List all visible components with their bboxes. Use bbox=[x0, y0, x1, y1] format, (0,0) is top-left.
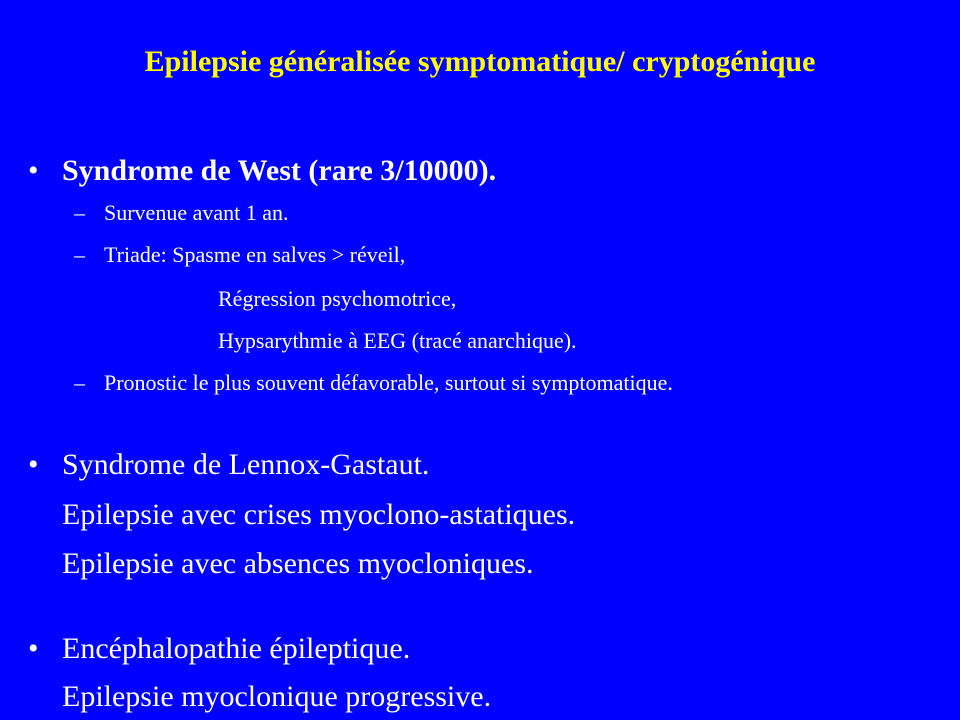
west-heading: Syndrome de West (rare 3/10000). bbox=[62, 154, 497, 187]
lennox-line-1: Syndrome de Lennox-Gastaut. bbox=[62, 448, 430, 481]
west-onset: Survenue avant 1 an. bbox=[104, 200, 289, 225]
dash-icon: – bbox=[74, 370, 85, 395]
bullet-icon: • bbox=[28, 632, 39, 665]
dash-icon: – bbox=[74, 242, 85, 267]
slide-title: Epilepsie généralisée symptomatique/ cryptogénique bbox=[144, 45, 816, 78]
west-triad-regression: Régression psychomotrice, bbox=[218, 286, 457, 311]
lennox-line-2: Epilepsie avec crises myoclono-astatiques. bbox=[62, 498, 576, 531]
west-prognosis: Pronostic le plus souvent défavorable, surtout si symptomatique. bbox=[104, 370, 673, 395]
bullet-icon: • bbox=[28, 154, 39, 187]
lennox-line-3: Epilepsie avec absences myocloniques. bbox=[62, 547, 534, 580]
dash-icon: – bbox=[74, 200, 85, 225]
west-triad-intro: Triade: Spasme en salves > réveil, bbox=[104, 242, 406, 267]
west-triad-hypsarythmia: Hypsarythmie à EEG (tracé anarchique). bbox=[218, 328, 577, 353]
encephalo-line-2: Epilepsie myoclonique progressive. bbox=[62, 680, 492, 713]
bullet-icon: • bbox=[28, 448, 39, 481]
encephalo-line-1: Encéphalopathie épileptique. bbox=[62, 632, 411, 665]
